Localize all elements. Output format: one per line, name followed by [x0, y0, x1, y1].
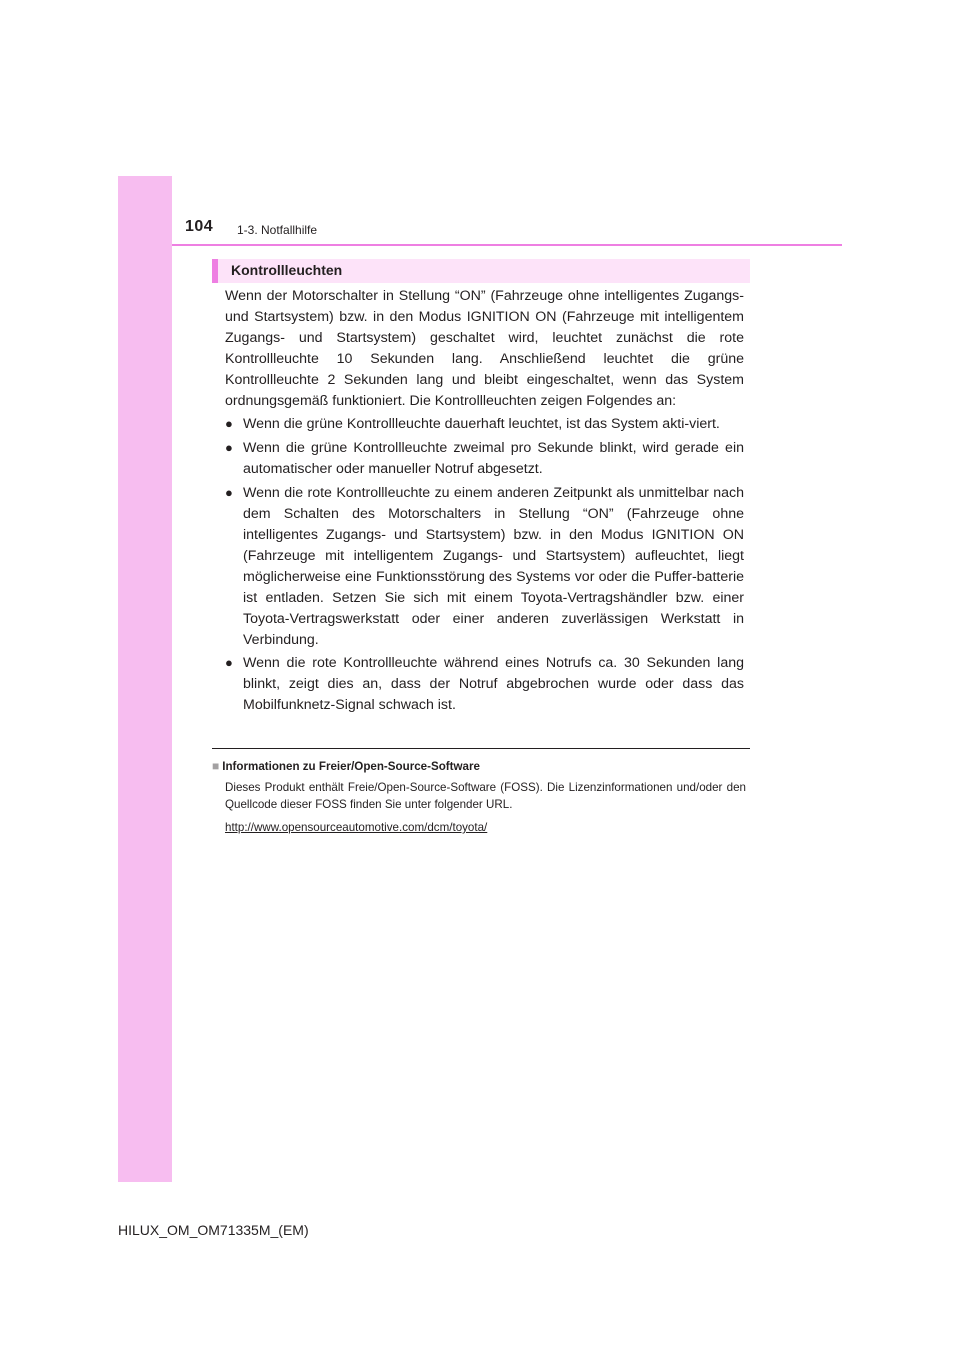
bullet-icon: ● — [225, 485, 233, 501]
page-number: 104 — [185, 218, 214, 235]
foss-link[interactable]: http://www.opensourceautomotive.com/dcm/toyota/ — [225, 821, 488, 834]
bullet-icon: ● — [225, 416, 233, 432]
list-item-text: Wenn die rote Kontrollleuchte zu einem anderen Zeitpunkt als unmittelbar nach dem Schalten des Motorschalters in Stellung “ON” (Fahrzeuge ohne intelligentes Zugangs- und Startsystem) bzw. in den Modus IGNITION ON (Fahrzeuge mit intelligentem Zugangs- und Startsystem) aufleuchtet, liegt möglicherweise eine Funktionsstörung des Systems vor oder die Puffer-batterie ist entladen. Setzen Sie sich mit einem Toyota-Vertragshändler bzw. einer Toyota-Vertragswerkstatt oder einer anderen zuverlässigen Werkstatt in Verbindung. — [243, 485, 744, 648]
square-icon: ■ — [212, 759, 220, 773]
list-item — [225, 483, 744, 650]
list-item-text: Wenn die rote Kontrollleuchte während eines Notrufs ca. 30 Sekunden lang blinkt, zeigt dies an, dass der Notruf abgebrochen wurde oder dass das Mobilfunknetz-Signal schwach ist. — [243, 655, 744, 714]
list-item — [225, 438, 744, 480]
section-heading: Kontrollleuchten — [212, 259, 750, 283]
bullet-icon: ● — [225, 655, 233, 671]
intro-paragraph: Wenn der Motorschalter in Stellung “ON” (Fahrzeuge ohne intelligentes Zugangs- und Startsystem) bzw. in den Modus IGNITION ON (Fahrzeuge mit intelligentem Zugangs- und Startsystem) geschaltet wird, leuchtet zunächst die rote Kontrollleuchte 10 Sekunden lang. Anschließend leuchtet die grüne Kontrollleuchte 2 Sekunden lang und bleibt eingeschaltet, wenn das System ordnungsgemäß funktioniert. Die Kontrollleuchten zeigen Folgendes an: — [225, 288, 744, 409]
divider — [212, 748, 750, 749]
list-item — [225, 653, 744, 716]
list-item-text: Wenn die grüne Kontrollleuchte zweimal pro Sekunde blinkt, wird gerade ein automatischer oder manueller Notruf abgesetzt. — [243, 440, 744, 478]
main-content — [225, 286, 744, 716]
section-title: 1-3. Notfallhilfe — [237, 223, 318, 237]
header-rule — [172, 244, 842, 246]
list-item-text: Wenn die grüne Kontrollleuchte dauerhaft leuchtet, ist das System akti-viert. — [243, 416, 720, 433]
bullet-icon: ● — [225, 440, 233, 456]
side-tab-bar — [118, 176, 172, 1182]
bullet-list — [225, 414, 744, 716]
info-box — [212, 758, 746, 836]
list-item — [225, 414, 744, 435]
info-title-text: Informationen zu Freier/Open-Source-Software — [222, 760, 480, 773]
info-body: Dieses Produkt enthält Freie/Open-Source-Software (FOSS). Die Lizenzinformationen und/oder den Quellcode dieser FOSS finden Sie unter folgender URL. — [225, 781, 746, 811]
document-code: HILUX_OM_OM71335M_(EM) — [118, 1222, 309, 1238]
info-title — [212, 758, 746, 775]
